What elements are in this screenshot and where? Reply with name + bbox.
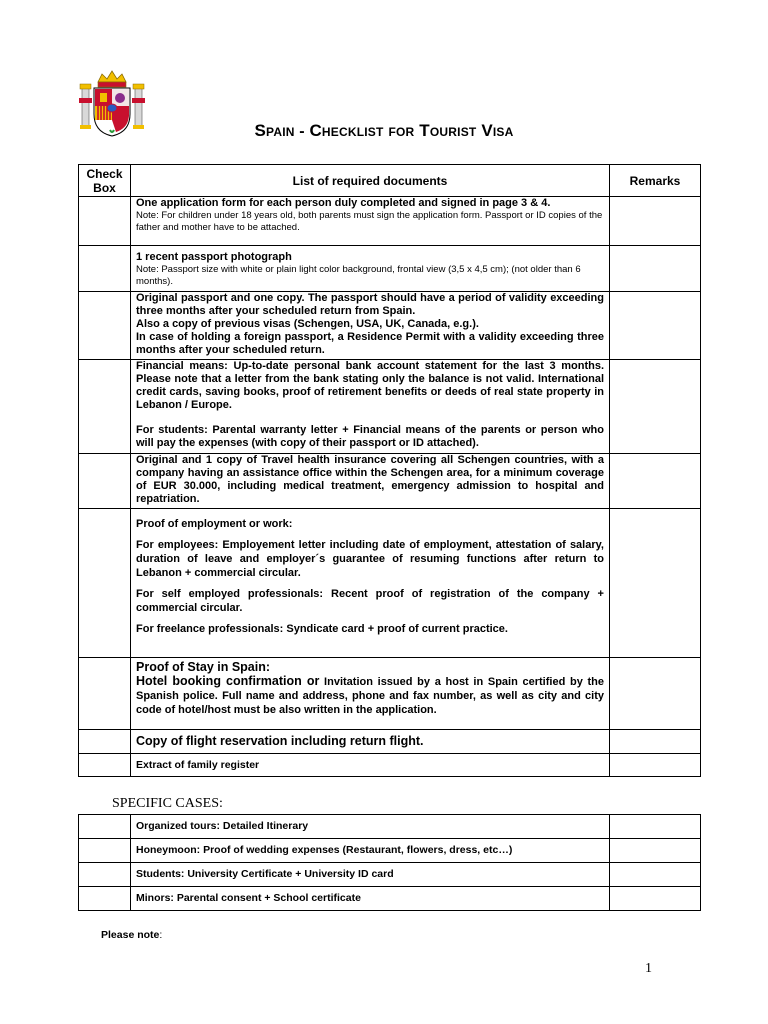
remarks-header: Remarks xyxy=(610,165,701,197)
check-box[interactable] xyxy=(79,730,131,754)
checklist-table xyxy=(78,164,701,777)
remarks-cell[interactable] xyxy=(610,815,701,839)
specific-case-text: Organized tours: Detailed Itinerary xyxy=(131,815,610,839)
check-box[interactable] xyxy=(79,815,131,839)
table-row xyxy=(79,863,701,887)
check-box[interactable] xyxy=(79,839,131,863)
check-box[interactable] xyxy=(79,454,131,509)
please-note-label: Please note: xyxy=(101,929,163,941)
table-row xyxy=(79,197,701,246)
documents-header: List of required documents xyxy=(131,165,610,197)
remarks-cell[interactable] xyxy=(610,360,701,454)
check-box[interactable] xyxy=(79,246,131,292)
table-row xyxy=(79,815,701,839)
table-row xyxy=(79,360,701,454)
table-row xyxy=(79,292,701,360)
requirement-text: Copy of flight reservation including return flight. xyxy=(136,734,424,748)
table-row xyxy=(79,509,701,658)
remarks-cell[interactable] xyxy=(610,730,701,754)
remarks-cell[interactable] xyxy=(610,509,701,658)
specific-cases-title: SPECIFIC CASES: xyxy=(112,796,223,811)
requirement-text: For students: Parental warranty letter + Financial means of the parents or person who will pay the expenses (with copy of their passport or ID attached). xyxy=(136,424,604,449)
requirement-text: One application form for each person duly completed and signed in page 3 & 4. xyxy=(136,197,551,209)
requirement-text: Also a copy of previous visas (Schengen, USA, UK, Canada, e.g.). xyxy=(136,318,479,330)
requirement-text: Financial means: Up-to-date personal bank account statement for the last 3 months. Please note that a letter from the bank stating only the balance is not valid. International credit cards, saving books, proof of retirement benefits or deeds of real state property in Lebanon / Europe. xyxy=(136,360,604,411)
check-box[interactable] xyxy=(79,292,131,360)
remarks-cell[interactable] xyxy=(610,197,701,246)
requirement-text: Original passport and one copy. The passport should have a period of validity exceeding three months after your scheduled return from Spain. xyxy=(136,292,604,317)
remarks-cell[interactable] xyxy=(610,292,701,360)
requirement-text: Original and 1 copy of Travel health insurance covering all Schengen countries, with a company having an assistance office within the Schengen area, for a minimum coverage of EUR 30.000, including medical treatment, emergency admission to hospital and repatriation. xyxy=(136,454,604,505)
table-row xyxy=(79,246,701,292)
table-row xyxy=(79,887,701,911)
table-row xyxy=(79,454,701,509)
requirement-note: Note: Passport size with white or plain light color background, frontal view (3,5 x 4,5 cm); (not older than 6 months). xyxy=(136,264,581,287)
table-row xyxy=(79,658,701,730)
remarks-cell[interactable] xyxy=(610,246,701,292)
specific-case-text: Minors: Parental consent + School certificate xyxy=(131,887,610,911)
requirement-heading: Hotel booking confirmation or xyxy=(136,674,320,688)
specific-cases-table xyxy=(78,814,701,911)
table-row xyxy=(79,754,701,777)
remarks-cell[interactable] xyxy=(610,658,701,730)
check-box[interactable] xyxy=(79,658,131,730)
table-row xyxy=(79,839,701,863)
requirement-text: For employees: Employement letter including date of employment, attestation of salary, duration of leave and employer´s guarantee of resuming functions after return to Lebanon + commercial circular. xyxy=(136,539,604,579)
check-box[interactable] xyxy=(79,509,131,658)
requirement-text: Proof of employment or work: xyxy=(136,518,293,530)
page-number: 1 xyxy=(645,961,652,976)
requirement-text: Invitation issued by a host in Spain certified by the Spanish police. Full name and address, phone and fax number, as well as city and city code of hotel/host must be also written in the application. xyxy=(136,676,605,716)
remarks-cell[interactable] xyxy=(610,887,701,911)
requirement-heading: Proof of Stay in Spain: xyxy=(136,660,271,674)
table-row xyxy=(79,730,701,754)
requirement-text: For freelance professionals: Syndicate card + proof of current practice. xyxy=(136,623,508,635)
specific-case-text: Students: University Certificate + University ID card xyxy=(131,863,610,887)
check-box[interactable] xyxy=(79,360,131,454)
specific-case-text: Honeymoon: Proof of wedding expenses (Restaurant, flowers, dress, etc…) xyxy=(131,839,610,863)
check-box[interactable] xyxy=(79,197,131,246)
check-box-header: Check Box xyxy=(79,165,131,197)
remarks-cell[interactable] xyxy=(610,454,701,509)
check-box[interactable] xyxy=(79,863,131,887)
requirement-text: 1 recent passport photograph xyxy=(136,251,292,263)
requirement-text: In case of holding a foreign passport, a Residence Permit with a validity exceeding three months after your scheduled return. xyxy=(136,331,604,356)
remarks-cell[interactable] xyxy=(610,863,701,887)
check-box[interactable] xyxy=(79,754,131,777)
remarks-cell[interactable] xyxy=(610,839,701,863)
page-title: Spain - Checklist for Tourist Visa xyxy=(254,121,514,140)
requirement-text: For self employed professionals: Recent proof of registration of the company + commercial circular. xyxy=(136,588,604,614)
requirement-note: Note: For children under 18 years old, both parents must sign the application form. Passport or ID copies of the father and mother have to be attached. xyxy=(136,210,603,233)
check-box[interactable] xyxy=(79,887,131,911)
requirement-text: Extract of family register xyxy=(136,759,260,771)
remarks-cell[interactable] xyxy=(610,754,701,777)
